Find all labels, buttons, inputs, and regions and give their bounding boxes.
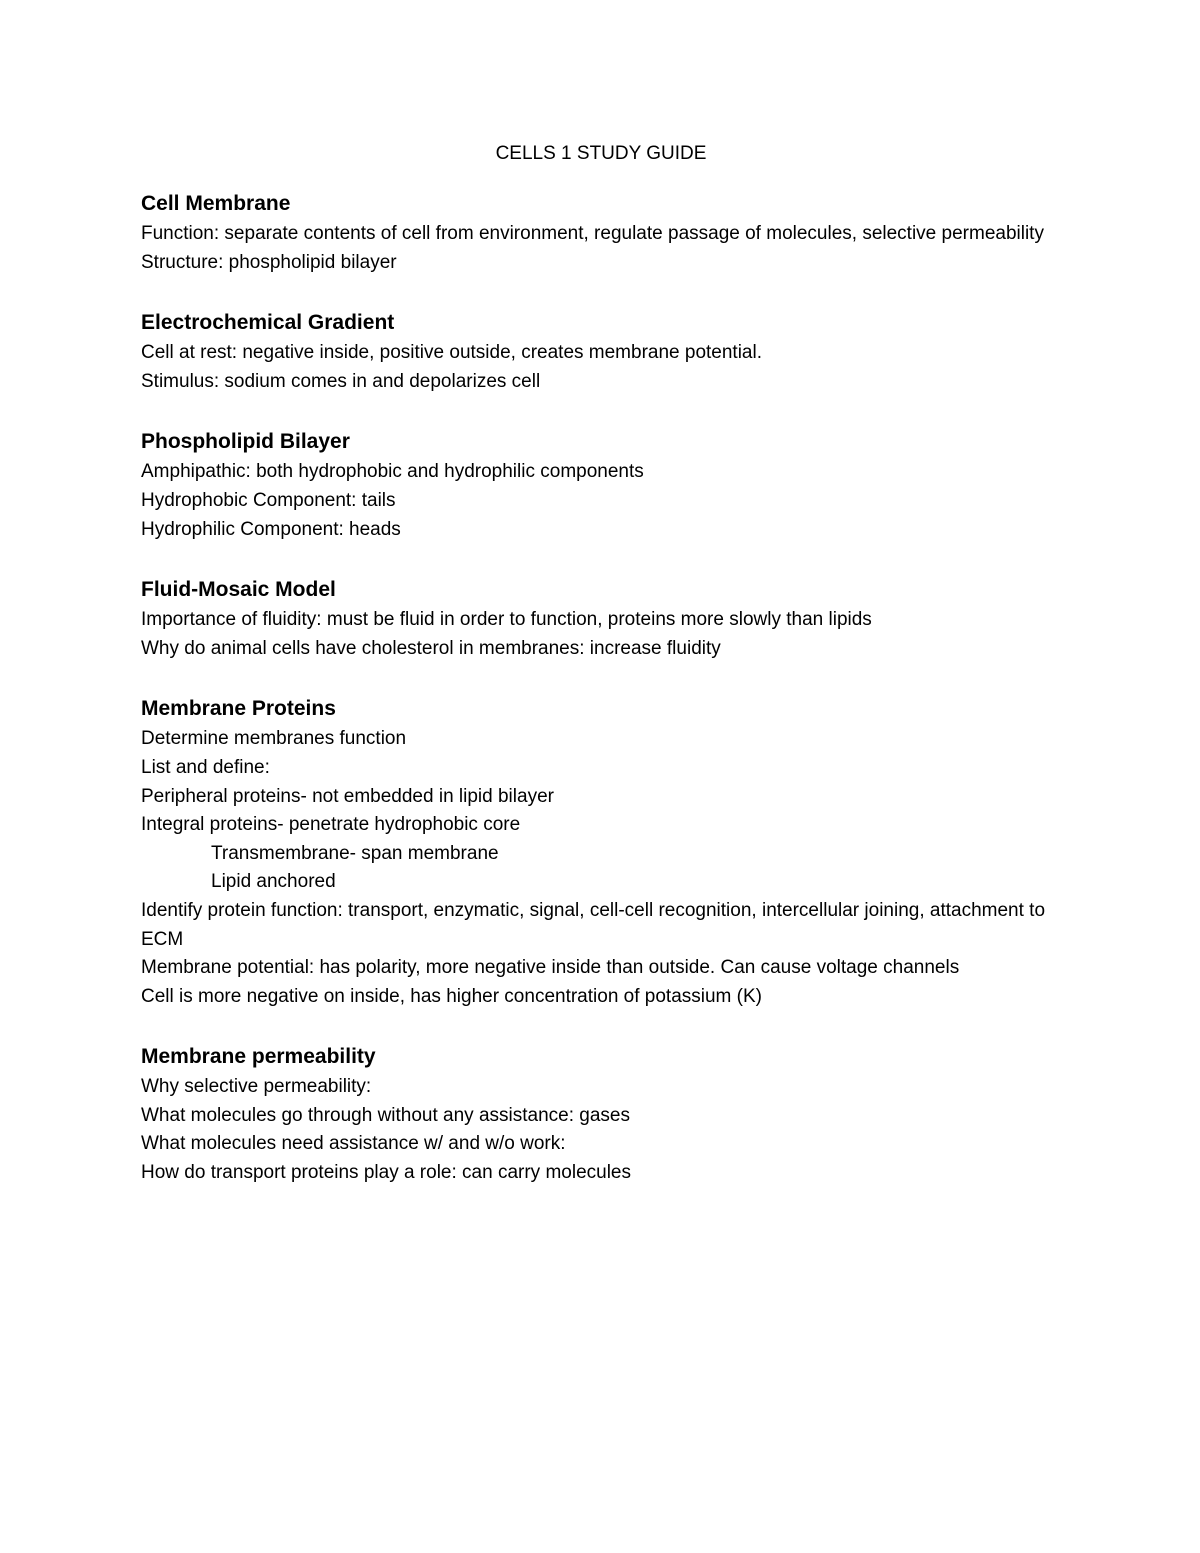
- section-heading: Electrochemical Gradient: [141, 311, 395, 335]
- text-line: Stimulus: sodium comes in and depolarizes cell: [141, 370, 541, 392]
- text-line: Integral proteins- penetrate hydrophobic core: [141, 814, 521, 836]
- text-line: Why do animal cells have cholesterol in membranes: increase fluidity: [141, 637, 721, 659]
- section-electrochemical-gradient: [141, 307, 1061, 396]
- document-title: CELLS 1 STUDY GUIDE: [495, 143, 707, 164]
- text-line: List and define:: [141, 756, 270, 778]
- text-line: Cell is more negative on inside, has higher concentration of potassium (K): [141, 985, 762, 1007]
- section-heading: Phospholipid Bilayer: [141, 430, 350, 454]
- text-line: Amphipathic: both hydrophobic and hydrophilic components: [141, 461, 644, 483]
- document-body: [141, 188, 1061, 1188]
- text-line: Identify protein function: transport, enzymatic, signal, cell-cell recognition, intercellular joining, attachment to ECM: [141, 899, 1046, 950]
- text-line: How do transport proteins play a role: can carry molecules: [141, 1162, 632, 1184]
- text-line: Hydrophilic Component: heads: [141, 518, 401, 540]
- text-line: Membrane potential: has polarity, more negative inside than outside. Can cause voltage channels: [141, 957, 960, 979]
- section-cell-membrane: [141, 188, 1061, 277]
- sub-list-item: Lipid anchored: [211, 871, 336, 893]
- document-page: [141, 140, 1061, 1218]
- text-line: Hydrophobic Component: tails: [141, 489, 396, 511]
- section-heading: Membrane Proteins: [141, 697, 336, 721]
- text-line: What molecules need assistance w/ and w/o work:: [141, 1133, 566, 1155]
- section-membrane-proteins: [141, 693, 1061, 1011]
- section-heading: Fluid-Mosaic Model: [141, 578, 336, 602]
- text-line: Why selective permeability:: [141, 1076, 372, 1098]
- text-line: Function: separate contents of cell from environment, regulate passage of molecules, selective permeability: [141, 223, 1044, 244]
- text-line: Cell at rest: negative inside, positive outside, creates membrane potential.: [141, 342, 762, 364]
- text-line: What molecules go through without any assistance: gases: [141, 1104, 630, 1126]
- section-membrane-permeability: [141, 1041, 1061, 1187]
- section-heading: Cell Membrane: [141, 192, 291, 215]
- text-line: Structure: phospholipid bilayer: [141, 251, 397, 273]
- section-phospholipid-bilayer: [141, 426, 1061, 544]
- text-line: Importance of fluidity: must be fluid in order to function, proteins more slowly than lipids: [141, 609, 872, 631]
- sub-list-item: Transmembrane- span membrane: [211, 842, 499, 864]
- section-heading: Membrane permeability: [141, 1045, 376, 1069]
- section-fluid-mosaic-model: [141, 574, 1061, 663]
- text-line: Peripheral proteins- not embedded in lipid bilayer: [141, 785, 554, 807]
- text-line: Determine membranes function: [141, 728, 407, 750]
